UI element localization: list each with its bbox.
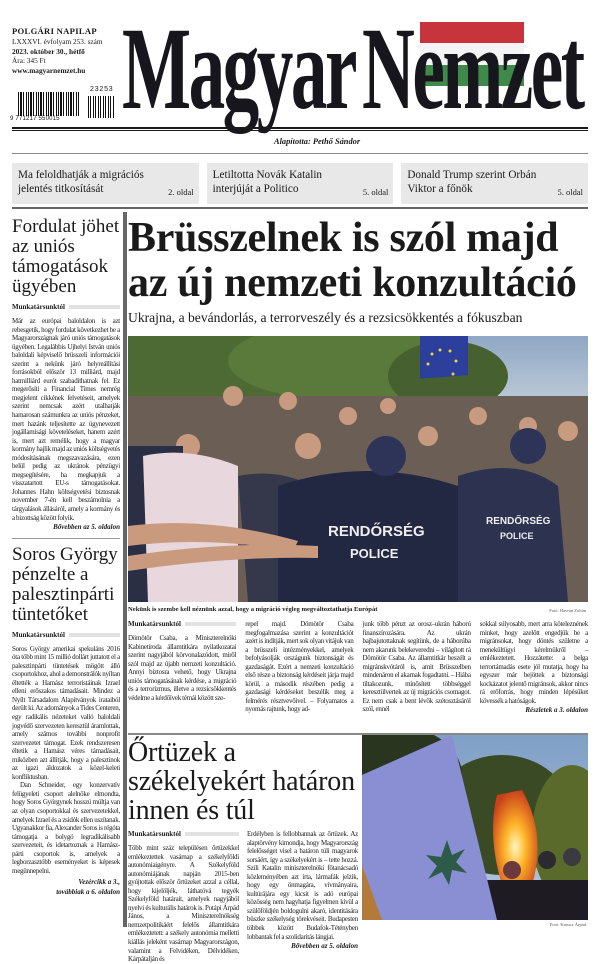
article-column-1: [128, 830, 239, 964]
website-link[interactable]: www.magyarnemzet.hu: [12, 65, 86, 75]
continued-link[interactable]: Részletek a 3. oldalon: [525, 706, 588, 715]
lead-subhead: Ukrajna, a bevándorlás, a terrorveszély és a rezsicsökkentés a fókuszban: [128, 310, 523, 325]
bonfire-photo-image: [362, 735, 588, 920]
newspaper-logo: [120, 3, 600, 134]
sidebar-column: [12, 212, 120, 896]
byline-bar: [69, 633, 120, 637]
byline-bar: [185, 622, 236, 626]
sidebar-article-soros: [12, 545, 120, 897]
article-body: repel majd. Dömötör Csaba megfogalmazása szerint a konzultációt azért is indítják, mert sok olyan vitájuk van a brüsszeli intézményekkel, amelyek befolyásolják országunk biztonságát és gazdaságát. Ezért a nemzeti konzultáció első része a biztonság kérdéseit járja majd körül, a második részében pedig a gazdasági kérdéseket beszélik meg a felmérés résztvevőivel. – Folyamatos a nyomás rajtunk, hogy ad-: [245, 620, 354, 714]
article-bonfires: [128, 738, 358, 964]
masthead-meta: [12, 26, 127, 75]
article-body: sokkal súlyosabb, mert arra köteleznének minket, hogy azelőtt engedjük be a migránsokat, hogy döntés születne a menekültügyi kérelmükről – emlékeztetett. Hozzátette: a belga terrortámadás esete jól mutatja, hogy ha egyszer már bejöttek a biztonsági kockázatot jelentő migránsok, akkor nincs rá erőforrás, hogy minden lépésüket kövessék a hatóságok.: [479, 620, 588, 705]
article-headline[interactable]: Őrtüzek a székelyekért határon innen és túl: [128, 737, 355, 826]
article-column-2: [247, 830, 358, 964]
byline-text: Munkatársunktól: [12, 630, 65, 639]
byline: [12, 631, 120, 639]
lead-column-1: [128, 620, 236, 715]
teaser-page: 2. oldal: [168, 186, 194, 197]
teaser-page: 5. oldal: [362, 186, 389, 197]
byline: [128, 830, 239, 838]
issue-date: 2023. október 30., hétfő: [12, 46, 85, 56]
lead-column-2: [245, 620, 353, 715]
volume-number: LXXXVI. évfolyam 253. szám: [12, 37, 103, 46]
byline-text: Munkatársunktól: [12, 303, 65, 311]
bonfire-photo[interactable]: [362, 735, 588, 920]
article-headline[interactable]: Soros György pénzelte a palesztinpárti tüntetőket: [12, 543, 118, 625]
column-divider: [123, 212, 127, 927]
barcode-bars: [18, 92, 80, 116]
article-headline[interactable]: Fordulat jöhet az uniós támogatások ügyében: [12, 216, 120, 297]
article-body: Dan Schneider, egy konzervatív felügyeleti csoport alelnöke elmondta, hogy Soros Györgynek hosszú múltja van az olyan csoportokkal és szervezetekkel, amelyek Izrael és a zsidók ellen uszítanak. Ugyanakkor fia, Alexander Soros is régóta támogatja a bolygó legradikálisabb szervezeteit, és idetartoznak a Hamász-párti csoportok is, amelyek a legborzasztóbb eseményeket is képesek megünnepelni.: [12, 781, 120, 875]
teaser-item[interactable]: [12, 163, 199, 204]
byline: [128, 620, 236, 628]
photo-text-police-en-2: POLICE: [500, 531, 534, 541]
teaser-page: 5. oldal: [557, 186, 584, 197]
byline: [12, 303, 120, 311]
article-body: Több mint száz településen őrtüzekkel emlékeztettek vasárnap a székelyföldi autonómiaigényre. A Székelyföld autonómiájának napján 2015-ben gyújtottak először őrtüzeket azzal a céllal, hogy kijelöljék, láthatóvá tegyék Székelyföld határait, amelyek nagyjából nyelvi és kulturális határok is. Potápi Árpád János, a Miniszterelnökség nemzetpolitikáért felelős államtitkára emlékeztetett: a székely autonómia melletti kiállás jeleként vasárnap Magyarországon, valamint a Felvidéken, Délvidéken, Kárpátalján és: [128, 844, 239, 964]
barcode-number: 9 771217 550015: [10, 116, 60, 122]
lead-photo-image: [128, 336, 588, 602]
article-body: Soros György amerikai spekuláns 2016 óta több mint 15 millió dollárt juttatott el a palesztinpárti tüntetések mögött álló csoportokhoz, ahol a demonstrálók nyíltan éltették a Hamász terroristáinak Izrael elleni erőszakos támadásait. Mindez a Nyílt Társadalom Alapítványok irataiból derült ki. Az adományok a Tides Centeren, egy radikális nézeteket valló baloldali jogvédő szervezeten keresztül áramlottak, amely számos további nonprofit szervezetet támogat. Ezek rendszeresen éltetik a Hamász véres támadásait, miközben azt állítják, hogy a palesztinok az igazi áldozatok a közel-keleti konfliktusban.: [12, 644, 120, 781]
lead-photo-credit: Fotó: Havran Zoltán: [549, 608, 586, 613]
article-columns: [128, 830, 358, 964]
article-body: Erdélyben is fellobbannak az őrtüzek. Az alaptörvény kimondja, hogy Magyarország felelősséget visel a határon túli magyarok sorsáért, így a székelyekért is – tette hozzá. Szili Katalin miniszterelnöki főtanácsadó közleményében azt írta, lármafák jelzik, hogy egy önmagára, vívmányaira, kultúrájára egy kicsit is adó európai közösség nem hagyhatja figyelmen kívül a szülőföldjén boldogulni akaró, identitására büszke székelység törekvéseit. Budapesten többek között Budafok-Tétényben lobbantak fel a szolidaritás lángjai.: [247, 830, 358, 941]
byline-text: Munkatársunktól: [128, 620, 181, 628]
teaser-text: Letiltotta Novák Katalin interjúját a Politico: [212, 169, 323, 195]
lead-headline[interactable]: Brüsszelnek is szól majd az új nemzeti konzultáció: [128, 215, 577, 306]
founder-line: Alapította: Pethő Sándor: [274, 137, 361, 146]
lead-photo[interactable]: [128, 336, 588, 602]
barcode: [10, 86, 114, 126]
article-body: junk több pénzt az orosz–ukrán háború finanszírozására. Az ukrán bajbajutottaknak segítünk, de a háborúba nem akarunk belekeveredni – világított rá Dömötör Csaba. Az államtitkár beszélt a migránskvótáról is, amit Brüsszelben mindenáron el akarnak fogadtatni. – Hiába tiltakozunk, minősített többséggel keresztülvertek az új migrációs csomagot. Ez nem csak a bent lévők szétosztásáról szól, ennél: [362, 620, 471, 714]
byline-text: Munkatársunktól: [128, 830, 181, 838]
price: Ára: 345 Ft: [12, 56, 46, 65]
masthead-bottom-rule: [12, 153, 588, 154]
byline-bar: [69, 305, 120, 309]
teaser-bottom-rule: [12, 207, 588, 209]
sidebar-article-funding: [12, 212, 120, 532]
teaser-bar: [12, 163, 588, 204]
continued-link[interactable]: Vezércikk a 3.,: [78, 878, 120, 887]
continued-link[interactable]: Bővebben az 5. oldalon: [291, 942, 358, 951]
bonfire-photo-credit: Fotó: Kurucz Árpád: [549, 922, 586, 927]
teaser-text: Donald Trump szerint Orbán Viktor a főnök: [407, 169, 537, 195]
logo-word-magyar: Magyar: [122, 3, 355, 134]
lead-story-body: [128, 620, 588, 715]
teaser-text: Ma feloldhatják a migrációs jelentés titkosítását: [18, 169, 144, 195]
barcode-addon-number: 23253: [90, 86, 114, 93]
masthead: [0, 0, 600, 160]
continued-link[interactable]: továbbiak a 6. oldalon: [56, 887, 120, 896]
publication-type: POLGÁRI NAPILAP: [12, 26, 97, 36]
photo-text-police-hu: RENDŐRSÉG: [328, 523, 425, 540]
lead-column-3: [363, 620, 471, 715]
barcode-addon-bars: [88, 96, 115, 118]
article-body: Dömötör Csaba, a Miniszterelnöki Kabinetiroda államtitkára nyilatkozatai szerint nagyjából körvonalazódott, miről szól majd az újabb nemzeti konzultáció. Annyi biztosra vehető, hogy Ukrajna uniós támogatásának kérdése, a migráció és a terrorizmus, illetve a rezsicsökkentés védelme a kérdőívek témái között sze-: [128, 634, 237, 702]
photo-text-police-en: POLICE: [350, 546, 399, 561]
continued-link[interactable]: Bővebben az 5. oldalon: [53, 523, 120, 532]
article-body: Már az európai baloldalon is azt rebesgetik, hogy fordulat következhet be a Magyarországnak járó uniós támogatások ügyében. Legalábbis Ujhelyi István uniós baloldali képviselő brüsszeli információi szerint a nekünk járó helyreállítási forrásokból először 13 milliárd, majd hatmilliárd eurót szabadíthatnak fel. Ez megerősíti a Financial Times nemrég megjelent cikkének felvetéseit, amelyek szerint nemcsak azért utalhatják hamarosan számunkra az uniós pénzeket, mert hazánk teljesítette az úgynevezett jogállamisági követeléseket, hanem azért is, mert azt remélik, hogy a magyar kormány hajlik majd az uniós költségvetés módosításának megszavazására, ezen belül pedig az ukránok pénzügyi megsegítésére, ha megkapjuk a visszatartott EU-s támogatásokat. Johannes Hahn költségvetési biztosnak november 7-én kell beszámolnia a tárgyalások állásáról, amely a kormány és a bizottság között folyik.: [12, 317, 120, 522]
lead-column-4: [480, 620, 588, 715]
teaser-item[interactable]: [207, 163, 394, 204]
masthead-rule: [12, 127, 588, 131]
photo-text-police-hu-2: RENDŐRSÉG: [486, 516, 551, 527]
teaser-item[interactable]: [401, 163, 588, 204]
lead-story-header: [128, 216, 588, 327]
logo-word-nemzet: Nemzet: [362, 3, 583, 134]
lead-photo-caption: Nekünk is szembe kell néznünk azzal, hogy a migráció végleg megváltoztathatja Európát: [128, 606, 378, 613]
byline-bar: [185, 832, 239, 836]
article-separator: [12, 538, 120, 539]
